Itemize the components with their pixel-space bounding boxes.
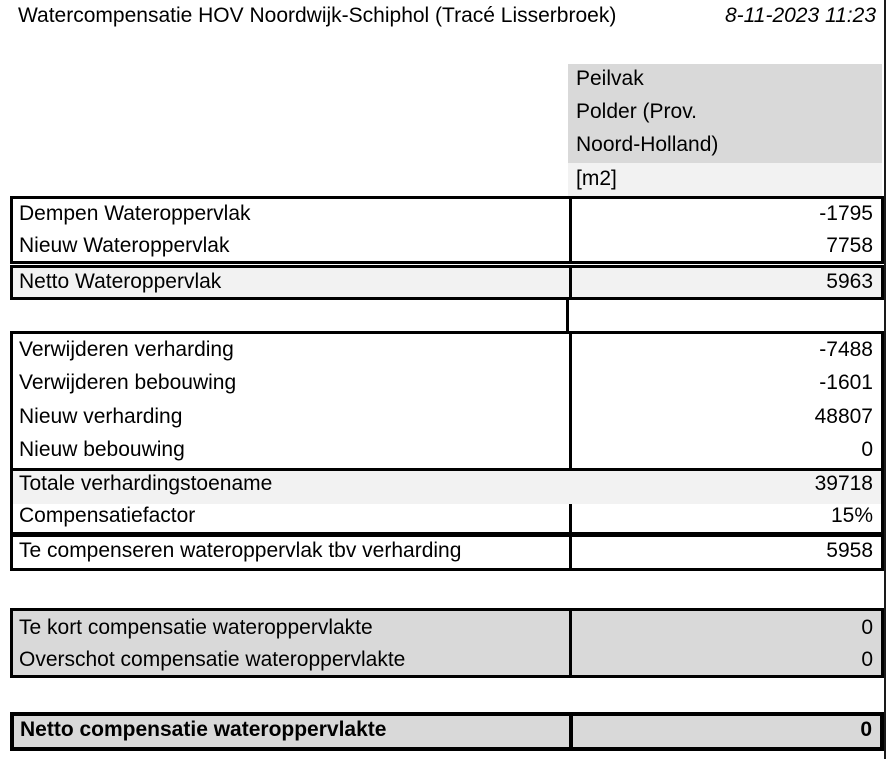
row-label: Overschot compensatie wateroppervlakte xyxy=(19,648,406,671)
row-label: Nieuw Wateroppervlak xyxy=(19,234,230,257)
row-label: Te compenseren wateroppervlak tbv verharding xyxy=(19,539,462,562)
header-line-2: Polder (Prov. xyxy=(576,100,697,123)
row-value: 7758 xyxy=(826,234,873,257)
row-value: -7488 xyxy=(819,338,873,361)
header-unit: [m2] xyxy=(576,167,617,190)
table-row xyxy=(14,716,880,747)
row-label: Netto Wateroppervlak xyxy=(19,270,222,293)
row-label: Te kort compensatie wateroppervlakte xyxy=(19,616,373,639)
row-label: Dempen Wateroppervlak xyxy=(19,202,251,225)
table-row xyxy=(13,199,881,232)
totale-verhardingstoename-row xyxy=(13,468,881,504)
final-total-row xyxy=(10,712,884,751)
row-value: 0 xyxy=(860,718,872,741)
row-value: 48807 xyxy=(814,405,873,428)
row-value: 0 xyxy=(861,648,873,671)
table-row xyxy=(13,335,881,368)
table-row xyxy=(13,368,881,401)
row-label: Nieuw bebouwing xyxy=(19,438,185,461)
row-value: 0 xyxy=(861,616,873,639)
sheet-title: Watercompensatie HOV Noordwijk-Schiphol (Tracé Lisserbroek) xyxy=(18,4,617,27)
row-value: -1795 xyxy=(819,202,873,225)
table-row xyxy=(13,613,881,646)
row-label: Verwijderen verharding xyxy=(19,338,234,361)
row-label: Nieuw verharding xyxy=(19,405,183,428)
compensatiefactor-row xyxy=(13,501,881,532)
spacer-divider xyxy=(566,300,569,332)
table-row xyxy=(13,268,881,297)
row-label: Totale verhardingstoename xyxy=(19,472,273,495)
row-label: Netto compensatie wateroppervlakte xyxy=(20,718,387,741)
te-compenseren-row xyxy=(10,534,884,571)
row-value: 39718 xyxy=(814,472,873,495)
column-header-unit-cell xyxy=(568,163,882,197)
table-row xyxy=(13,231,881,264)
table-row xyxy=(13,435,881,468)
table-row xyxy=(13,645,881,678)
row-value: 5958 xyxy=(826,539,873,562)
row-value: 15% xyxy=(830,504,873,527)
table-row xyxy=(13,537,881,568)
sheet-datetime: 8-11-2023 11:23 xyxy=(724,4,876,27)
section-paving xyxy=(10,331,884,535)
section-water-surface xyxy=(10,196,884,264)
table-row xyxy=(13,402,881,435)
row-value: -1601 xyxy=(819,371,873,394)
row-label: Compensatiefactor xyxy=(19,504,196,527)
netto-wateroppervlak-row xyxy=(10,265,884,300)
row-value: 0 xyxy=(861,438,873,461)
row-label: Verwijderen bebouwing xyxy=(19,371,237,394)
header-line-1: Peilvak xyxy=(576,67,644,90)
header-line-3: Noord-Holland) xyxy=(576,133,719,156)
row-value: 5963 xyxy=(826,270,873,293)
section-compensation-balance xyxy=(10,608,884,678)
